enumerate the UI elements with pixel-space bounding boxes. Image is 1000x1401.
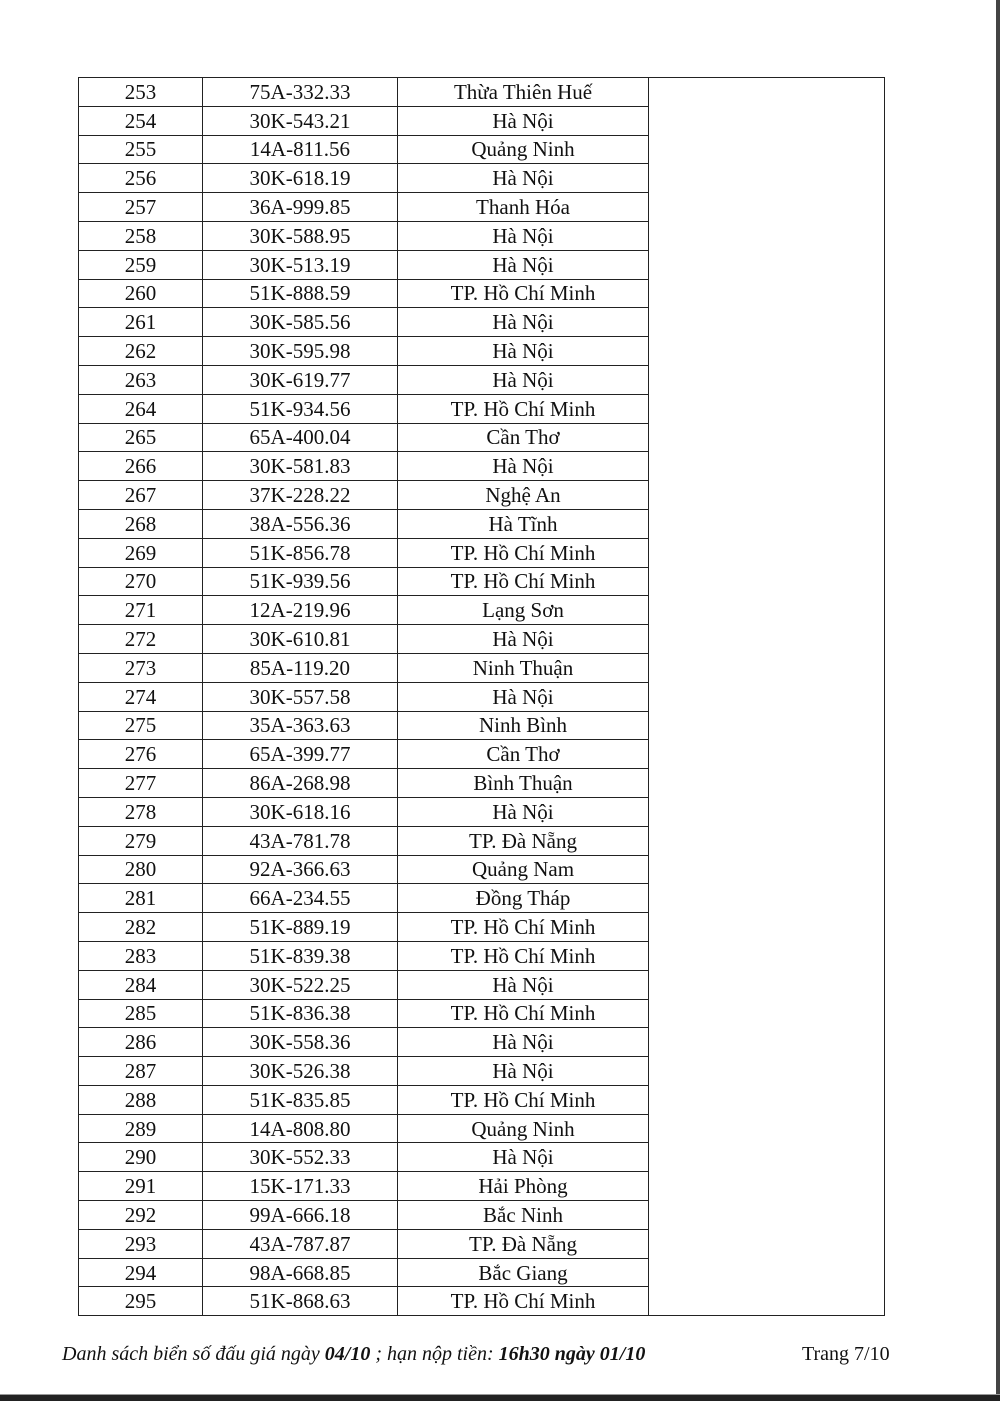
table-row xyxy=(79,970,885,999)
plate-number: 30K-522.25 xyxy=(203,970,398,999)
plate-number: 51K-868.63 xyxy=(203,1287,398,1316)
note-cell xyxy=(649,423,885,452)
plate-number: 51K-835.85 xyxy=(203,1085,398,1114)
note-cell xyxy=(649,682,885,711)
plate-number: 51K-856.78 xyxy=(203,538,398,567)
province: Đồng Tháp xyxy=(398,884,649,913)
page-number: Trang 7/10 xyxy=(802,1343,890,1365)
province: Hà Nội xyxy=(398,452,649,481)
table-row xyxy=(79,740,885,769)
note-cell xyxy=(649,999,885,1028)
note-cell xyxy=(649,1028,885,1057)
note-cell xyxy=(649,970,885,999)
note-cell xyxy=(649,164,885,193)
province: Thừa Thiên Huế xyxy=(398,78,649,107)
footer-prefix: Danh sách biển số đấu giá ngày xyxy=(62,1343,325,1365)
table-row xyxy=(79,625,885,654)
plate-number: 36A-999.85 xyxy=(203,193,398,222)
row-number: 262 xyxy=(79,337,203,366)
note-cell xyxy=(649,1258,885,1287)
note-cell xyxy=(649,308,885,337)
plate-number: 35A-363.63 xyxy=(203,711,398,740)
plate-number: 14A-811.56 xyxy=(203,135,398,164)
table-row xyxy=(79,1085,885,1114)
plate-number: 92A-366.63 xyxy=(203,855,398,884)
table-row xyxy=(79,1287,885,1316)
note-cell xyxy=(649,1201,885,1230)
plate-number: 30K-552.33 xyxy=(203,1143,398,1172)
row-number: 259 xyxy=(79,250,203,279)
plate-number: 51K-839.38 xyxy=(203,941,398,970)
note-cell xyxy=(649,1143,885,1172)
plate-number: 51K-836.38 xyxy=(203,999,398,1028)
province: Nghệ An xyxy=(398,481,649,510)
table-row xyxy=(79,1201,885,1230)
plate-list-table xyxy=(78,77,885,1316)
table-row xyxy=(79,481,885,510)
province: Lạng Sơn xyxy=(398,596,649,625)
table-row xyxy=(79,1028,885,1057)
plate-number: 30K-618.19 xyxy=(203,164,398,193)
plate-number: 30K-513.19 xyxy=(203,250,398,279)
row-number: 285 xyxy=(79,999,203,1028)
plate-number: 75A-332.33 xyxy=(203,78,398,107)
row-number: 278 xyxy=(79,797,203,826)
row-number: 293 xyxy=(79,1229,203,1258)
note-cell xyxy=(649,394,885,423)
province: TP. Hồ Chí Minh xyxy=(398,538,649,567)
row-number: 272 xyxy=(79,625,203,654)
note-cell xyxy=(649,452,885,481)
note-cell xyxy=(649,653,885,682)
row-number: 257 xyxy=(79,193,203,222)
row-number: 281 xyxy=(79,884,203,913)
province: Cần Thơ xyxy=(398,740,649,769)
province: Hà Nội xyxy=(398,308,649,337)
table-row xyxy=(79,769,885,798)
table-row xyxy=(79,250,885,279)
note-cell xyxy=(649,884,885,913)
province: TP. Hồ Chí Minh xyxy=(398,1287,649,1316)
row-number: 284 xyxy=(79,970,203,999)
note-cell xyxy=(649,106,885,135)
note-cell xyxy=(649,1229,885,1258)
plate-number: 12A-219.96 xyxy=(203,596,398,625)
province: Hà Nội xyxy=(398,365,649,394)
note-cell xyxy=(649,740,885,769)
note-cell xyxy=(649,481,885,510)
table-row xyxy=(79,1057,885,1086)
table-row xyxy=(79,913,885,942)
table-row xyxy=(79,106,885,135)
page-edge-right xyxy=(996,0,1000,1401)
province: Hà Nội xyxy=(398,164,649,193)
plate-number: 30K-526.38 xyxy=(203,1057,398,1086)
row-number: 289 xyxy=(79,1114,203,1143)
note-cell xyxy=(649,567,885,596)
table-row xyxy=(79,855,885,884)
row-number: 294 xyxy=(79,1258,203,1287)
row-number: 275 xyxy=(79,711,203,740)
table-row xyxy=(79,509,885,538)
province: Hà Nội xyxy=(398,797,649,826)
table-row xyxy=(79,394,885,423)
row-number: 254 xyxy=(79,106,203,135)
plate-number: 66A-234.55 xyxy=(203,884,398,913)
province: Hà Nội xyxy=(398,970,649,999)
table-row xyxy=(79,279,885,308)
plate-number: 15K-171.33 xyxy=(203,1172,398,1201)
table-row xyxy=(79,452,885,481)
note-cell xyxy=(649,193,885,222)
table-row xyxy=(79,308,885,337)
red-stamp-mark xyxy=(957,500,987,680)
table-row xyxy=(79,337,885,366)
note-cell xyxy=(649,596,885,625)
row-number: 290 xyxy=(79,1143,203,1172)
row-number: 264 xyxy=(79,394,203,423)
note-cell xyxy=(649,509,885,538)
province: TP. Hồ Chí Minh xyxy=(398,567,649,596)
province: Bắc Giang xyxy=(398,1258,649,1287)
province: TP. Hồ Chí Minh xyxy=(398,913,649,942)
province: Ninh Bình xyxy=(398,711,649,740)
plate-number: 30K-618.16 xyxy=(203,797,398,826)
plate-number: 30K-581.83 xyxy=(203,452,398,481)
plate-number: 30K-619.77 xyxy=(203,365,398,394)
note-cell xyxy=(649,855,885,884)
note-cell xyxy=(649,337,885,366)
note-cell xyxy=(649,538,885,567)
row-number: 292 xyxy=(79,1201,203,1230)
plate-number: 43A-781.78 xyxy=(203,826,398,855)
plate-number: 86A-268.98 xyxy=(203,769,398,798)
plate-list-body xyxy=(79,78,885,1316)
note-cell xyxy=(649,135,885,164)
row-number: 255 xyxy=(79,135,203,164)
province: TP. Hồ Chí Minh xyxy=(398,941,649,970)
table-row xyxy=(79,653,885,682)
table-row xyxy=(79,682,885,711)
table-row xyxy=(79,423,885,452)
table-row xyxy=(79,1258,885,1287)
plate-number: 43A-787.87 xyxy=(203,1229,398,1258)
province: Hà Nội xyxy=(398,625,649,654)
page-edge-bottom xyxy=(0,1395,1000,1401)
province: Hà Tĩnh xyxy=(398,509,649,538)
province: Hà Nội xyxy=(398,221,649,250)
province: TP. Đà Nẵng xyxy=(398,826,649,855)
plate-number: 30K-588.95 xyxy=(203,221,398,250)
table-row xyxy=(79,999,885,1028)
province: Cần Thơ xyxy=(398,423,649,452)
plate-number: 30K-557.58 xyxy=(203,682,398,711)
plate-number: 65A-400.04 xyxy=(203,423,398,452)
note-cell xyxy=(649,711,885,740)
province: TP. Hồ Chí Minh xyxy=(398,999,649,1028)
province: Bắc Ninh xyxy=(398,1201,649,1230)
row-number: 273 xyxy=(79,653,203,682)
province: Bình Thuận xyxy=(398,769,649,798)
row-number: 295 xyxy=(79,1287,203,1316)
table-row xyxy=(79,365,885,394)
row-number: 260 xyxy=(79,279,203,308)
table-row xyxy=(79,1172,885,1201)
row-number: 269 xyxy=(79,538,203,567)
row-number: 268 xyxy=(79,509,203,538)
province: Hà Nội xyxy=(398,1143,649,1172)
province: Quảng Nam xyxy=(398,855,649,884)
row-number: 265 xyxy=(79,423,203,452)
table-row xyxy=(79,221,885,250)
row-number: 253 xyxy=(79,78,203,107)
row-number: 274 xyxy=(79,682,203,711)
plate-number: 51K-934.56 xyxy=(203,394,398,423)
province: Hà Nội xyxy=(398,682,649,711)
plate-number: 99A-666.18 xyxy=(203,1201,398,1230)
province: Hà Nội xyxy=(398,106,649,135)
row-number: 288 xyxy=(79,1085,203,1114)
row-number: 280 xyxy=(79,855,203,884)
plate-number: 30K-558.36 xyxy=(203,1028,398,1057)
row-number: 277 xyxy=(79,769,203,798)
plate-number: 30K-543.21 xyxy=(203,106,398,135)
note-cell xyxy=(649,250,885,279)
plate-number: 38A-556.36 xyxy=(203,509,398,538)
row-number: 287 xyxy=(79,1057,203,1086)
note-cell xyxy=(649,769,885,798)
row-number: 270 xyxy=(79,567,203,596)
footer-auction-date: 04/10 xyxy=(324,1343,371,1365)
province: Hà Nội xyxy=(398,1057,649,1086)
note-cell xyxy=(649,365,885,394)
table-row xyxy=(79,193,885,222)
note-cell xyxy=(649,279,885,308)
table-row xyxy=(79,164,885,193)
table-row xyxy=(79,826,885,855)
plate-number: 30K-595.98 xyxy=(203,337,398,366)
table-row xyxy=(79,1114,885,1143)
note-cell xyxy=(649,797,885,826)
note-cell xyxy=(649,913,885,942)
table-row xyxy=(79,941,885,970)
table-row xyxy=(79,1143,885,1172)
table-row xyxy=(79,1229,885,1258)
plate-number: 30K-610.81 xyxy=(203,625,398,654)
province: Hà Nội xyxy=(398,337,649,366)
plate-number: 37K-228.22 xyxy=(203,481,398,510)
footer-middle: ; hạn nộp tiền: xyxy=(370,1343,499,1365)
table-row xyxy=(79,135,885,164)
table-row xyxy=(79,884,885,913)
plate-number: 65A-399.77 xyxy=(203,740,398,769)
table-row xyxy=(79,538,885,567)
row-number: 291 xyxy=(79,1172,203,1201)
note-cell xyxy=(649,625,885,654)
row-number: 263 xyxy=(79,365,203,394)
table-row xyxy=(79,711,885,740)
footer-deadline: 16h30 ngày 01/10 xyxy=(498,1343,646,1365)
plate-number: 51K-888.59 xyxy=(203,279,398,308)
note-cell xyxy=(649,941,885,970)
row-number: 286 xyxy=(79,1028,203,1057)
province: Hà Nội xyxy=(398,1028,649,1057)
table-row xyxy=(79,567,885,596)
province: Thanh Hóa xyxy=(398,193,649,222)
province: Hà Nội xyxy=(398,250,649,279)
row-number: 279 xyxy=(79,826,203,855)
table-row xyxy=(79,596,885,625)
plate-number: 14A-808.80 xyxy=(203,1114,398,1143)
plate-number: 85A-119.20 xyxy=(203,653,398,682)
province: Hải Phòng xyxy=(398,1172,649,1201)
row-number: 256 xyxy=(79,164,203,193)
province: TP. Hồ Chí Minh xyxy=(398,394,649,423)
note-cell xyxy=(649,1085,885,1114)
plate-number: 30K-585.56 xyxy=(203,308,398,337)
row-number: 261 xyxy=(79,308,203,337)
province: Quảng Ninh xyxy=(398,135,649,164)
row-number: 271 xyxy=(79,596,203,625)
footer-caption xyxy=(62,1343,645,1366)
plate-number: 51K-889.19 xyxy=(203,913,398,942)
row-number: 258 xyxy=(79,221,203,250)
row-number: 282 xyxy=(79,913,203,942)
table-row xyxy=(79,797,885,826)
plate-number: 98A-668.85 xyxy=(203,1258,398,1287)
row-number: 283 xyxy=(79,941,203,970)
province: Quảng Ninh xyxy=(398,1114,649,1143)
page-footer xyxy=(62,1343,912,1373)
row-number: 267 xyxy=(79,481,203,510)
note-cell xyxy=(649,1287,885,1316)
note-cell xyxy=(649,1114,885,1143)
note-cell xyxy=(649,221,885,250)
province: Ninh Thuận xyxy=(398,653,649,682)
province: TP. Hồ Chí Minh xyxy=(398,1085,649,1114)
plate-number: 51K-939.56 xyxy=(203,567,398,596)
row-number: 266 xyxy=(79,452,203,481)
note-cell xyxy=(649,1172,885,1201)
province: TP. Đà Nẵng xyxy=(398,1229,649,1258)
note-cell xyxy=(649,78,885,107)
table-row xyxy=(79,78,885,107)
row-number: 276 xyxy=(79,740,203,769)
note-cell xyxy=(649,826,885,855)
note-cell xyxy=(649,1057,885,1086)
province: TP. Hồ Chí Minh xyxy=(398,279,649,308)
